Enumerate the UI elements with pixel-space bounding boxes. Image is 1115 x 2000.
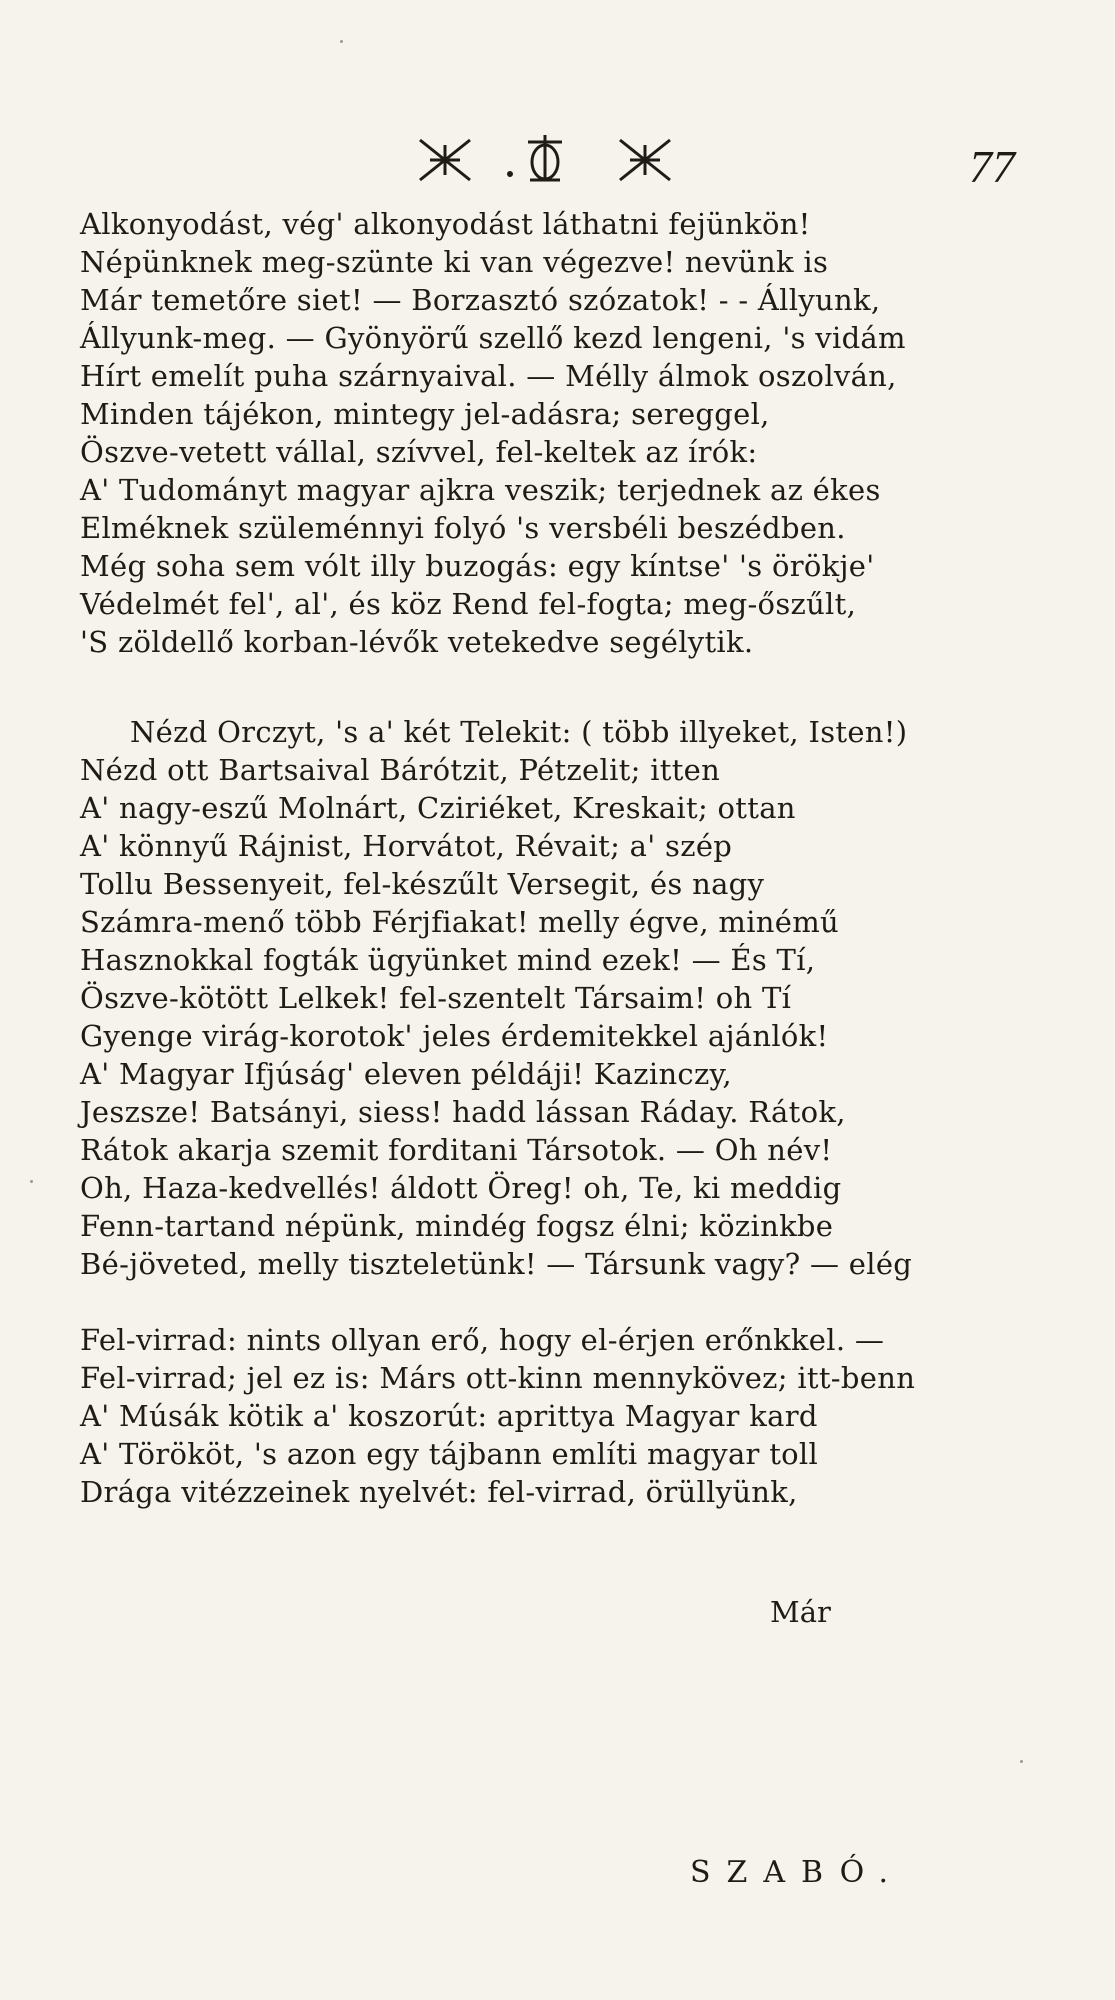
poem-line: A' Magyar Ifjúság' eleven példáji! Kazinczy, — [80, 1057, 732, 1091]
poem-line: Nézd ott Bartsaival Bárótzit, Pétzelit; itten — [80, 753, 721, 787]
poem-line: Öszve-vetett vállal, szívvel, fel-keltek az írók: — [80, 435, 758, 469]
catch-word-spacer — [80, 1283, 1040, 1321]
poem-line: Fel-virrad: nints ollyan erő, hogy el-érjen erőnkkel. — — [80, 1323, 885, 1357]
poem-line: A' Törököt, 's azon egy tájbann említi magyar toll — [80, 1437, 819, 1471]
poem-line: Nézd Orczyt, 's a' két Telekit: ( több illyeket, Isten!) — [130, 715, 908, 749]
poem-line: A' Músák kötik a' koszorút: aprittya Magyar kard — [80, 1399, 818, 1433]
poem-line: Hasznokkal fogták ügyünket mind ezek! — És Tí, — [80, 943, 816, 977]
page-header — [0, 130, 1115, 190]
paper-speck — [1020, 1760, 1023, 1763]
poem-line: Jeszsze! Batsányi, siess! hadd lássan Ráday. Rátok, — [80, 1095, 846, 1129]
poem-line: A' nagy-eszű Molnárt, Cziriéket, Kreskait; ottan — [80, 791, 796, 825]
author-signature: SZABÓ. — [690, 1855, 905, 1890]
poem-line: A' Tudományt magyar ajkra veszik; terjednek az ékes — [80, 473, 881, 507]
poem-line: Fel-virrad; jel ez is: Márs ott-kinn mennykövez; itt-benn — [80, 1361, 916, 1395]
poem-line: Öszve-kötött Lelkek! fel-szentelt Társaim! oh Tí — [80, 981, 792, 1015]
poem-line: Drága vitézzeinek nyelvét: fel-virrad, örüllyünk, — [80, 1475, 798, 1509]
poem-line: Bé-jöveted, melly tiszteletünk! — Társunk vagy? — elég — [80, 1247, 913, 1281]
poem-line: Tollu Bessenyeit, fel-készűlt Versegit, és nagy — [80, 867, 765, 901]
poem-line: Gyenge virág-korotok' jeles érdemitekkel ajánlók! — [80, 1019, 829, 1053]
poem-line: Még soha sem vólt illy buzogás: egy kíntse' 's örökje' — [80, 549, 875, 583]
poem-line: Már temetőre siet! — Borzasztó szózatok! - - Állyunk, — [80, 283, 881, 317]
stanza-gap — [80, 661, 1040, 713]
poem-line: Fenn-tartand népünk, mindég fogsz élni; közinkbe — [80, 1209, 834, 1243]
poem-body — [80, 205, 1040, 1511]
poem-line: 'S zöldellő korban-lévők vetekedve segélytik. — [80, 625, 754, 659]
poem-line: Számra-menő több Férjfiakat! melly égve, minémű — [80, 905, 840, 939]
poem-line: Minden tájékon, mintegy jel-adásra; sereggel, — [80, 397, 770, 431]
catch-word: Már — [770, 1595, 831, 1629]
poem-line: Oh, Haza-kedvellés! áldott Öreg! oh, Te, ki meddig — [80, 1171, 842, 1205]
page-number: 77 — [969, 141, 1015, 192]
poem-line: A' könnyű Rájnist, Horvátot, Révait; a' szép — [80, 829, 733, 863]
paper-speck — [340, 40, 343, 43]
poem-line: Védelmét fel', al', és köz Rend fel-fogta; meg-őszűlt, — [80, 587, 857, 621]
paper-speck — [30, 1180, 33, 1183]
poem-line: Elméknek szüleménnyi folyó 's versbéli beszédben. — [80, 511, 846, 545]
poem-line: Rátok akarja szemit forditani Társotok. — Oh név! — [80, 1133, 833, 1167]
poem-line: Alkonyodást, vég' alkonyodást láthatni fejünkön! — [80, 207, 811, 241]
poem-line: Hírt emelít puha szárnyaival. — Mélly álmok oszolván, — [80, 359, 897, 393]
poem-line: Népünknek meg-szünte ki van végezve! nevünk is — [80, 245, 829, 279]
poem-line: Állyunk-meg. — Gyönyörű szellő kezd lengeni, 's vidám — [80, 321, 906, 355]
printer-ornament-icon — [400, 130, 690, 190]
